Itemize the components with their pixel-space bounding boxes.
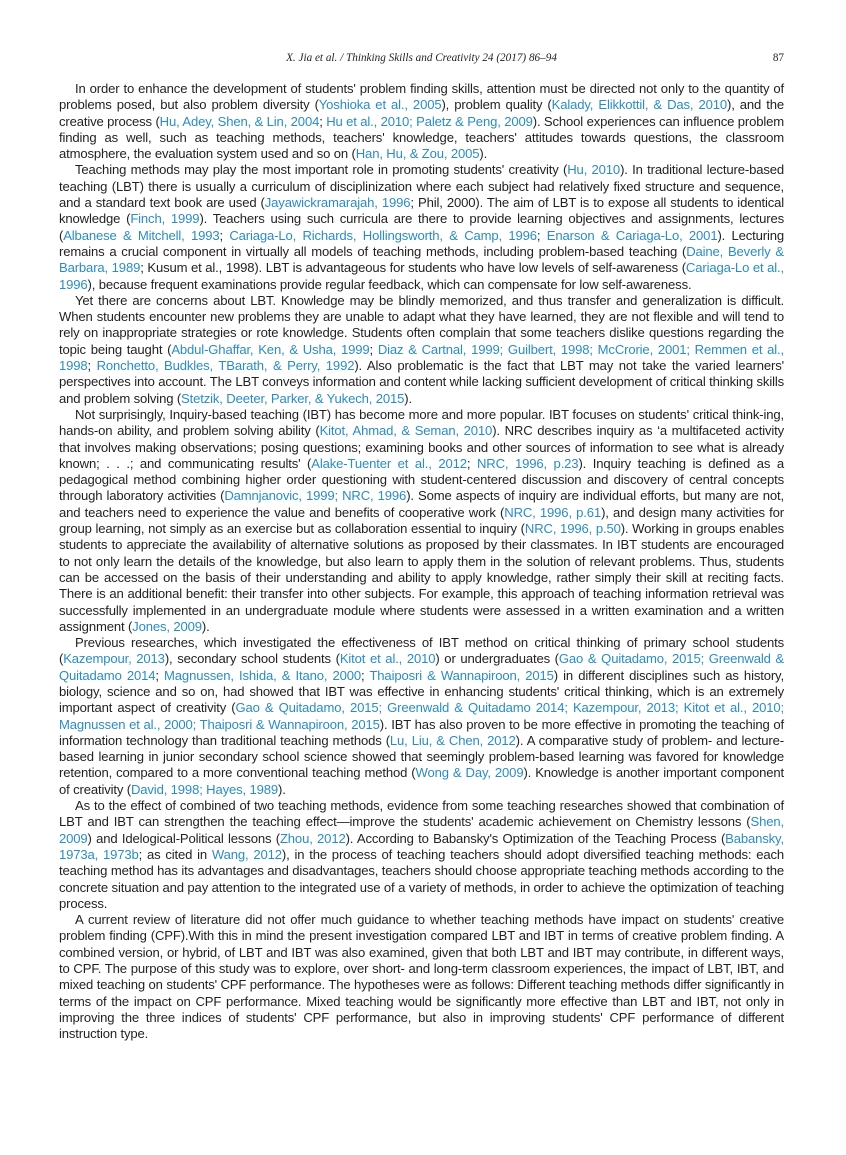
citation-link[interactable]: Lu, Liu, & Chen, 2012 <box>389 732 516 748</box>
paragraph-text: ). Knowledge is another important component of creativity ( <box>59 765 784 797</box>
citation-link[interactable]: Wang, 2012 <box>211 846 282 862</box>
citation-link[interactable]: Jayawickramarajah, 1996 <box>264 195 411 211</box>
paragraph-text: ) or undergraduates ( <box>435 651 559 667</box>
running-header <box>59 52 784 68</box>
paragraph-text: ), and design many activities for group learning, not simply as an exercise but as collaboration essential to inquiry ( <box>59 504 784 537</box>
paragraph-text: ), because frequent examinations provide regular feedback, which can compensate for low self-awareness. <box>87 276 692 292</box>
citation-link[interactable]: Kitot et al., 2010 <box>339 651 436 667</box>
citation-link[interactable]: Diaz & Cartnal, 1999; Guilbert, 1998; McCrorie, 2001; Remmen et al., 1998 <box>59 341 784 374</box>
paragraph-text: ). Some aspects of inquiry are individual efforts, but many are not, and teachers need to experience the value and benefits of cooperative work ( <box>59 488 785 520</box>
paragraph-text: ; Kusum et al., 1998). LBT is advantageous for students who have low levels of self-awareness ( <box>140 260 686 276</box>
citation-link[interactable]: Finch, 1999 <box>130 211 200 227</box>
citation-link[interactable]: Cariaga-Lo et al., 1996 <box>59 260 784 292</box>
citation-link[interactable]: Stetzik, Deeter, Parker, & Yukech, 2015 <box>181 390 405 406</box>
paragraph-text: A current review of literature did not offer much guidance to whether teaching methods have impact on students' creative problem finding (CPF).With this in mind the present investigation compared LBT and IBT in terms of creative problem finding. A combined version, or hybrid, of LBT and IBT was also examined, given that both LBT and IBT may contribute, in different ways, to CPF. The purpose of this study was to explore, over short- and long-term classroom experiences, the impact of LBT, IBT, and mixed teaching on students' CPF performance. The hypotheses were as follows: Different teaching methods differ significantly in terms of the impact on CPF performance. Mixed teaching would be significantly more effective than LBT and IBT, not only in improving the three indices of students' CPF performance, but also in improving students' CPF performance of different instruction type. <box>59 912 784 1042</box>
journal-citation-line: X. Jia et al. / Thinking Skills and Creativity 24 (2017) 86–94 <box>286 52 557 64</box>
citation-link[interactable]: NRC, 1996, p.50 <box>524 521 621 537</box>
citation-link[interactable]: Shen, 2009 <box>59 814 784 846</box>
paragraph-text: ), secondary school students ( <box>164 651 340 667</box>
paragraph-text: ). IBT has also proven to be more effective in promoting the teaching of information technology than traditional teaching methods ( <box>59 716 784 748</box>
citation-link[interactable]: Hu, Adey, Shen, & Lin, 2004 <box>159 113 320 129</box>
citation-link[interactable]: Thaiposri & Wannapiroon, 2015 <box>369 667 554 683</box>
paragraph-text: ), in the process of teaching teachers should adopt diversified teaching methods: each teaching method has its advantages and disadvantages, teachers should choose appropriate teaching methods according to the concrete situation and pay attention to the integrated use of a variety of methods, in order to achieve the optimization of teaching process. <box>59 846 784 911</box>
citation-link[interactable]: Kazempour, 2013 <box>63 651 165 667</box>
citation-link[interactable]: Daine, Beverly & Barbara, 1989 <box>59 243 784 276</box>
citation-link[interactable]: Albanese & Mitchell, 1993 <box>63 227 220 243</box>
citation-link[interactable]: Han, Hu, & Zou, 2005 <box>355 146 480 162</box>
citation-link[interactable]: Cariaga-Lo, Richards, Hollingsworth, & Camp, 1996 <box>229 227 537 243</box>
citation-link[interactable]: David, 1998; Hayes, 1989 <box>130 781 279 797</box>
paragraph-text: ; <box>361 667 370 683</box>
paragraph-text: ). Also problematic is the fact that LBT may not take the varied learners' perspectives into account. The LBT conveys information and content while lacking sufficient development of critical thinking skills and problem solving ( <box>59 358 784 406</box>
citation-link[interactable]: Wong & Day, 2009 <box>415 765 524 781</box>
citation-link[interactable]: Abdul-Ghaffar, Ken, & Usha, 1999 <box>171 341 370 357</box>
body-paragraph <box>59 293 784 407</box>
paragraph-text: ). <box>479 146 488 162</box>
paragraph-text: ). Inquiry teaching is defined as a pedagogical method combining higher order questioning with student-centered discussion and discovery of central concepts through laboratory activities ( <box>59 455 784 504</box>
citation-link[interactable]: Gao & Quitadamo, 2015; Greenwald & Quitadamo 2014; Kazempour, 2013; Kitot et al., 2010; Magnussen et al., 2000; Thaiposri & Wannapiroon, 2015 <box>59 700 784 732</box>
paragraph-text: Yet there are concerns about LBT. Knowledge may be blindly memorized, and thus transfer and generalization is difficult. When students encounter new problems they are unable to adapt what they have learned, they are not flexible and will tend to rely on inappropriate strategies or rote knowledge. Students often complain that some teachers dislike questions regarding the topic being taught ( <box>59 292 784 357</box>
citation-link[interactable]: Kitot, Ahmad, & Seman, 2010 <box>319 423 493 439</box>
paragraph-text: ; as cited in <box>138 846 212 862</box>
paragraph-text: ). Working in groups enables students to appreciate the availability of alternative solutions as proposed by their classmates. In IBT students are encouraged to not only learn the details of the knowledge, but also learn to apply them in the solution of relevant problems. Thus, students can be accessed on the basis of their understanding and ability to apply knowledge, rather simply their skill at reciting facts. There is an additional benefit: their transfer into other subjects. For example, this approach of teaching information retrieval was successfully implemented in an undergraduate module where students were assessed in a written examination and a written assignment ( <box>59 521 784 634</box>
paragraph-text: As to the effect of combined of two teaching methods, evidence from some teaching researches showed that combination of LBT and IBT can strengthen the teaching effect—improve the students' academic achievement on Chemistry lessons ( <box>59 798 784 830</box>
citation-link[interactable]: Magnussen, Ishida, & Itano, 2000 <box>164 667 362 683</box>
body-paragraph <box>59 162 784 292</box>
paragraph-text: ). NRC describes inquiry as ‘a multifaceted activity that involves making observations; posing questions; examining books and other sources of information to see what is already known; . . .; and communicating results' ( <box>59 423 784 471</box>
paragraph-text: ). Teachers using such curricula are there to provide learning objectives and assignments, lectures ( <box>59 211 785 243</box>
paragraph-text: ; <box>319 113 327 129</box>
paragraph-text: ). School experiences can influence problem finding as well, such as teaching methods, teachers' knowledge, teachers' attitudes towards questions, the classroom atmosphere, the evaluation system used and so on ( <box>59 113 784 162</box>
citation-link[interactable]: Hu et al., 2010; Paletz & Peng, 2009 <box>326 113 533 129</box>
paragraph-text: ) in different disciplines such as history, biology, science and so on, had showed that IBT was effective in enhancing students' critical thinking, which is an extremely important aspect of creativity ( <box>59 667 784 716</box>
article-body <box>59 81 784 1043</box>
body-paragraph <box>59 912 784 1042</box>
paragraph-text: ). <box>404 390 412 406</box>
page-number: 87 <box>772 52 784 64</box>
paragraph-text: ). Lecturing remains a crucial component in virtually all models of teaching methods, including problem-based teaching ( <box>59 227 785 259</box>
body-paragraph <box>59 407 784 635</box>
citation-link[interactable]: Jones, 2009 <box>132 618 202 634</box>
paragraph-text: ), problem quality ( <box>441 97 552 113</box>
paragraph-text: ; <box>155 667 165 683</box>
body-paragraph <box>59 798 784 912</box>
paragraph-text: ), and the creative process ( <box>59 97 784 129</box>
paragraph-text: Not surprisingly, Inquiry-based teaching (IBT) has become more and more popular. IBT focuses on students' critical think-ing, hands-on ability, and problem solving ability ( <box>59 406 784 439</box>
body-paragraph <box>59 81 784 162</box>
citation-link[interactable]: Alake-Tuenter et al., 2012 <box>311 455 467 471</box>
citation-link[interactable]: NRC, 1996, p.23 <box>476 455 579 471</box>
paragraph-text: ). A comparative study of problem- and lecture-based learning in junior secondary school science showed that seemingly problem-based learning was favored for knowledge retention, compared to a more conventional teaching method ( <box>59 732 784 781</box>
body-paragraph <box>59 635 784 798</box>
paragraph-text: ; <box>87 358 97 374</box>
paragraph-text: ). <box>278 781 286 797</box>
paragraph-text: Previous researches, which investigated the effectiveness of IBT method on critical thinking of primary school students ( <box>59 635 784 667</box>
citation-link[interactable]: Kalady, Elikkottil, & Das, 2010 <box>551 97 728 113</box>
paragraph-text: ; <box>466 455 477 471</box>
paragraph-text: ). In traditional lecture-based teaching (LBT) there is usually a curriculum of disciplinization where each subject had relatively fixed structure and sequence, and a standard text book are used ( <box>59 162 785 211</box>
paragraph-text: ; <box>369 341 378 357</box>
citation-link[interactable]: Damnjanovic, 1999; NRC, 1996 <box>224 488 407 504</box>
paragraph-text: ; <box>219 227 230 243</box>
paragraph-text: ). <box>201 618 210 634</box>
paragraph-text: ; <box>536 227 547 243</box>
citation-link[interactable]: Ronchetto, Budkles, TBarath, & Perry, 1992 <box>96 358 355 374</box>
citation-link[interactable]: Zhou, 2012 <box>279 830 346 846</box>
paragraph-text: In order to enhance the development of students' problem finding skills, attention must be directed not only to the quantity of problems posed, but also problem diversity ( <box>59 81 784 113</box>
paragraph-text: ) and Idelogical-Political lessons ( <box>87 830 280 846</box>
citation-link[interactable]: NRC, 1996, p.61 <box>504 504 602 520</box>
paragraph-text: Teaching methods may play the most important role in promoting students' creativity ( <box>75 162 568 178</box>
citation-link[interactable]: Gao & Quitadamo, 2015; Greenwald & Quitadamo 2014 <box>59 651 785 683</box>
paragraph-text: ; Phil, 2000). The aim of LBT is to expose all students to identical knowledge ( <box>59 195 784 227</box>
citation-link[interactable]: Babansky, 1973a, 1973b <box>59 830 784 862</box>
citation-link[interactable]: Hu, 2010 <box>567 162 621 178</box>
citation-link[interactable]: Enarson & Cariaga-Lo, 2001 <box>546 227 718 243</box>
citation-link[interactable]: Yoshioka et al., 2005 <box>318 97 442 113</box>
paragraph-text: ). According to Babansky's Optimization of the Teaching Process ( <box>345 830 726 846</box>
